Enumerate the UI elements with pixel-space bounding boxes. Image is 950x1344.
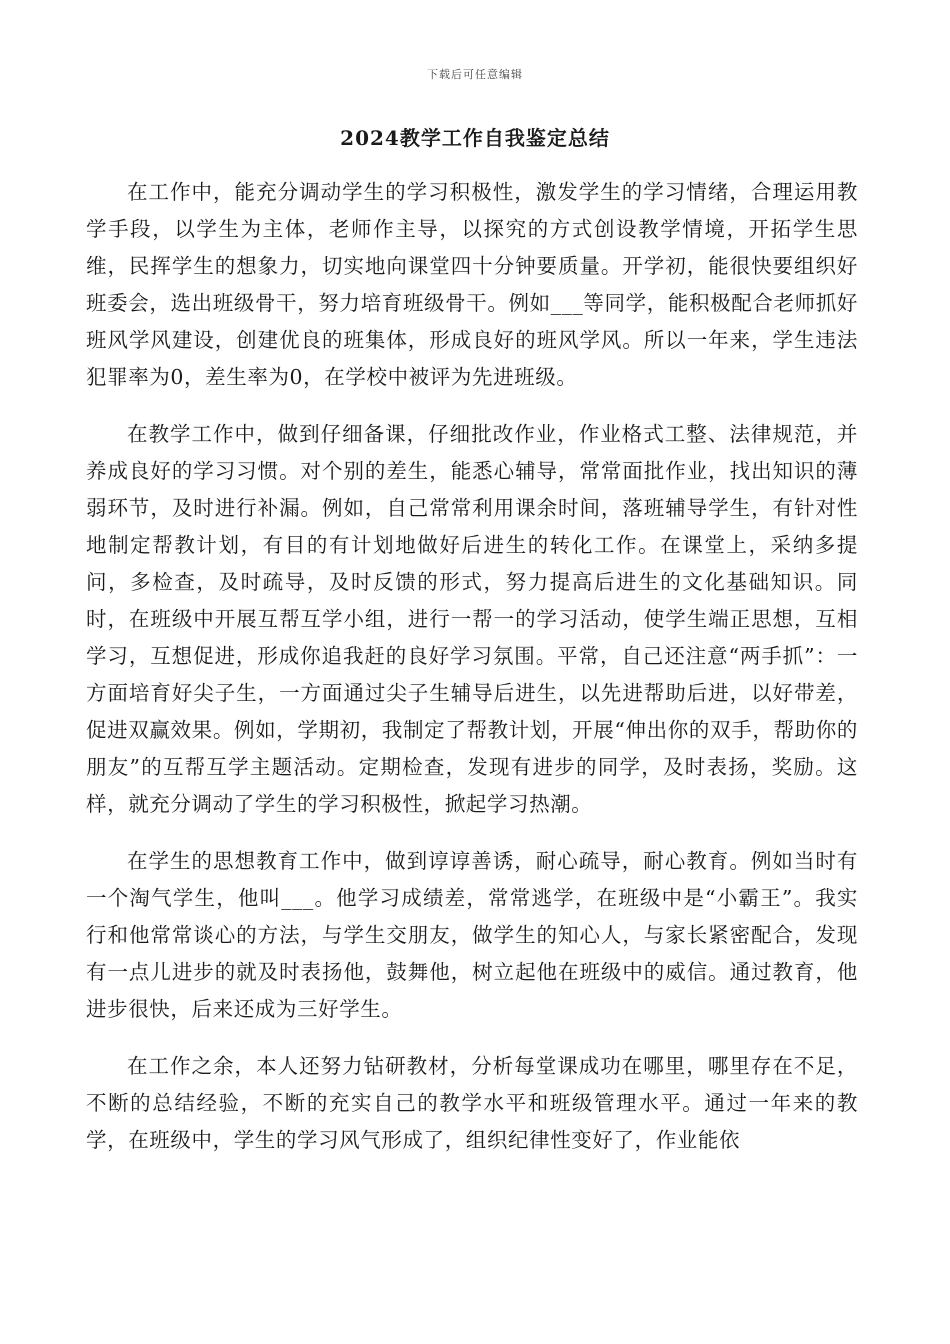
document-title: 2024教学工作自我鉴定总结 <box>340 126 610 150</box>
paragraph-1: 在工作中，能充分调动学生的学习积极性，激发学生的学习情绪，合理运用教学手段，以学生为主体，老师作主导，以探究的方式创设教学情境，开拓学生思维，民挥学生的想象力，切实地向课堂四十分钟要质量。开学初，能很快要组织好班委会，选出班级骨干，努力培育班级骨干。例如___等同学，能积极配合老师抓好班风学风建设，创建优良的班集体，形成良好的班风学风。所以一年来，学生违法犯罪率为0，差生率为0，在学校中被评为先进班级。 <box>86 180 858 389</box>
header-note: 下载后可任意编辑 <box>427 68 523 81</box>
paragraph-4: 在工作之余，本人还努力钻研教材，分析每堂课成功在哪里，哪里存在不足，不断的总结经验，不断的充实自己的教学水平和班级管理水平。通过一年来的教学，在班级中，学生的学习风气形成了，组织纪律性变好了，作业能依 <box>86 1054 858 1152</box>
paragraph-2: 在教学工作中，做到仔细备课，仔细批改作业，作业格式工整、法律规范，并养成良好的学习习惯。对个别的差生，能悉心辅导，常常面批作业，找出知识的薄弱环节，及时进行补漏。例如，自己常常利用课余时间，落班辅导学生，有针对性地制定帮教计划，有目的有计划地做好后进生的转化工作。在课堂上，采纳多提问，多检查，及时疏导，及时反馈的形式，努力提高后进生的文化基础知识。同时，在班级中开展互帮互学小组，进行一帮一的学习活动，使学生端正思想，互相学习，互想促进，形成你追我赶的良好学习氛围。平常，自己还注意“两手抓”：一方面培育好尖子生，一方面通过尖子生辅导后进生，以先进帮助后进，以好带差，促进双赢效果。例如，学期初，我制定了帮教计划，开展“伸出你的双手，帮助你的朋友”的互帮互学主题活动。定期检查，发现有进步的同学，及时表扬，奖励。这样，就充分调动了学生的学习积极性，掀起学习热潮。 <box>86 422 858 816</box>
document-body <box>86 174 858 1179</box>
paragraph-3: 在学生的思想教育工作中，做到谆谆善诱，耐心疏导，耐心教育。例如当时有一个淘气学生，他叫___。他学习成绩差，常常逃学，在班级中是“小霸王”。我实行和他常常谈心的方法，与学生交朋友，做学生的知心人，与家长紧密配合，发现有一点儿进步的就及时表扬他，鼓舞他，树立起他在班级中的威信。通过教育，他进步很快，后来还成为三好学生。 <box>86 849 858 1021</box>
